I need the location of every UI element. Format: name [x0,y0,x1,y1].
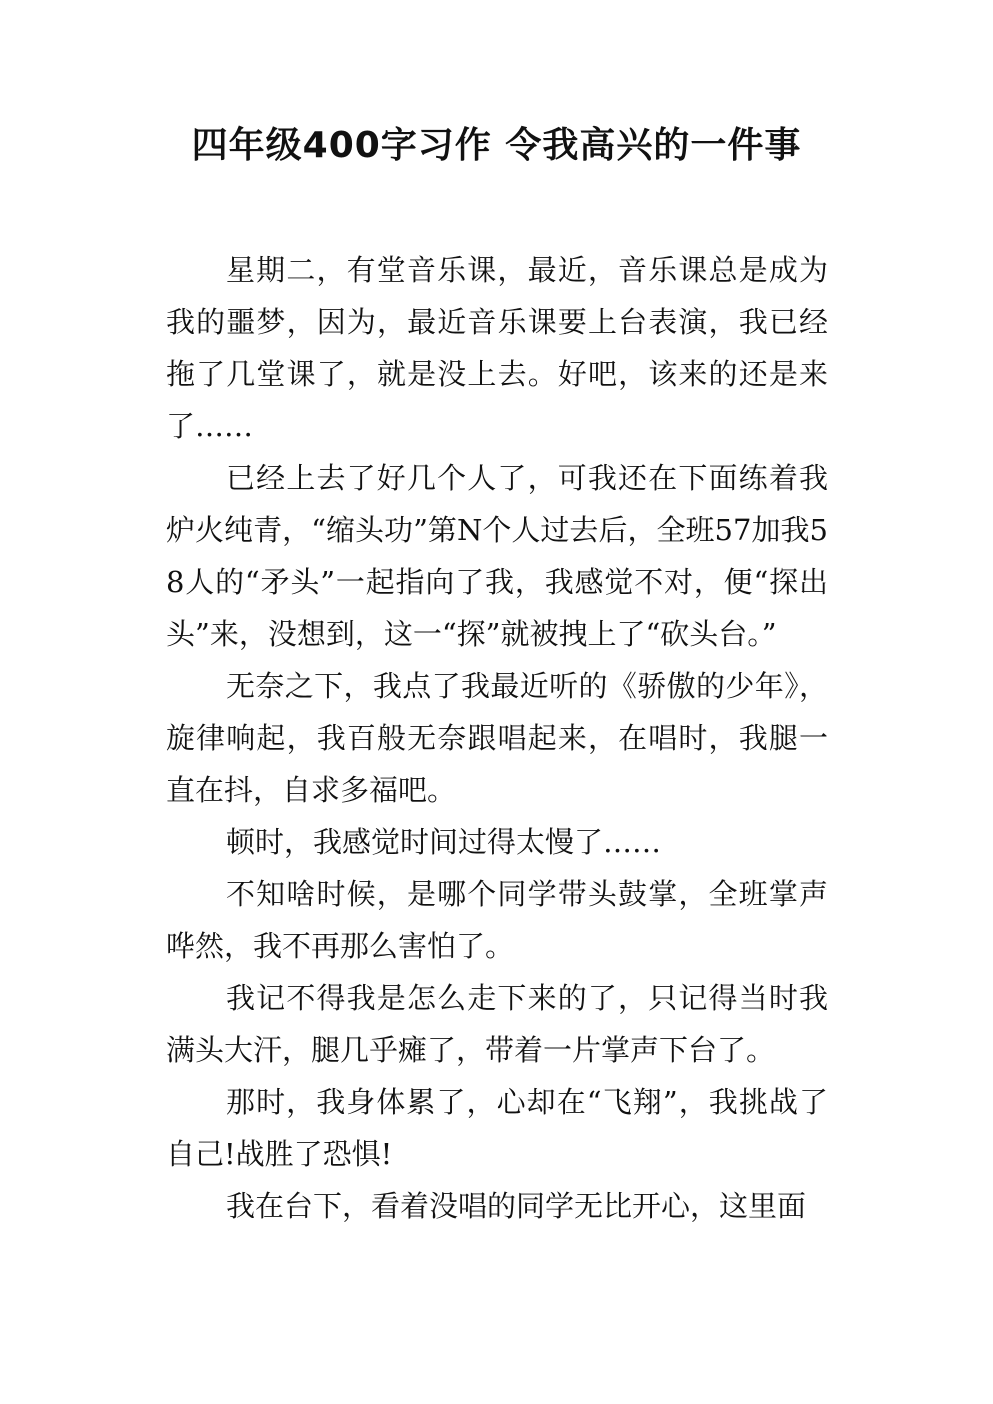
document-body [166,244,828,1232]
paragraph: 顿时，我感觉时间过得太慢了…… [226,825,662,859]
paragraph: 不知啥时候，是哪个同学带头鼓掌，全班掌声哗然，我不再那么害怕了。 [166,877,828,963]
document-title: 四年级400字习作 令我高兴的一件事 [191,125,802,166]
paragraph: 已经上去了好几个人了，可我还在下面练着我炉火纯青，“缩头功”第N个人过去后，全班57加我58人的“矛头”一起指向了我，我感觉不对，便“探出头”来，没想到，这一“探”就被拽上了“砍头台。” [166,461,828,651]
paragraph: 星期二，有堂音乐课，最近，音乐课总是成为我的噩梦，因为，最近音乐课要上台表演，我已经拖了几堂课了，就是没上去。好吧，该来的还是来了…… [166,253,828,443]
paragraph: 我记不得我是怎么走下来的了，只记得当时我满头大汗，腿几乎瘫了，带着一片掌声下台了。 [166,981,828,1067]
paragraph: 我在台下，看着没唱的同学无比开心，这里面 [226,1189,807,1223]
paragraph: 无奈之下，我点了我最近听的《骄傲的少年》，旋律响起，我百般无奈跟唱起来，在唱时，我腿一直在抖，自求多福吧。 [166,669,828,807]
paragraph: 那时，我身体累了，心却在“飞翔”，我挑战了自己!战胜了恐惧! [166,1085,828,1171]
